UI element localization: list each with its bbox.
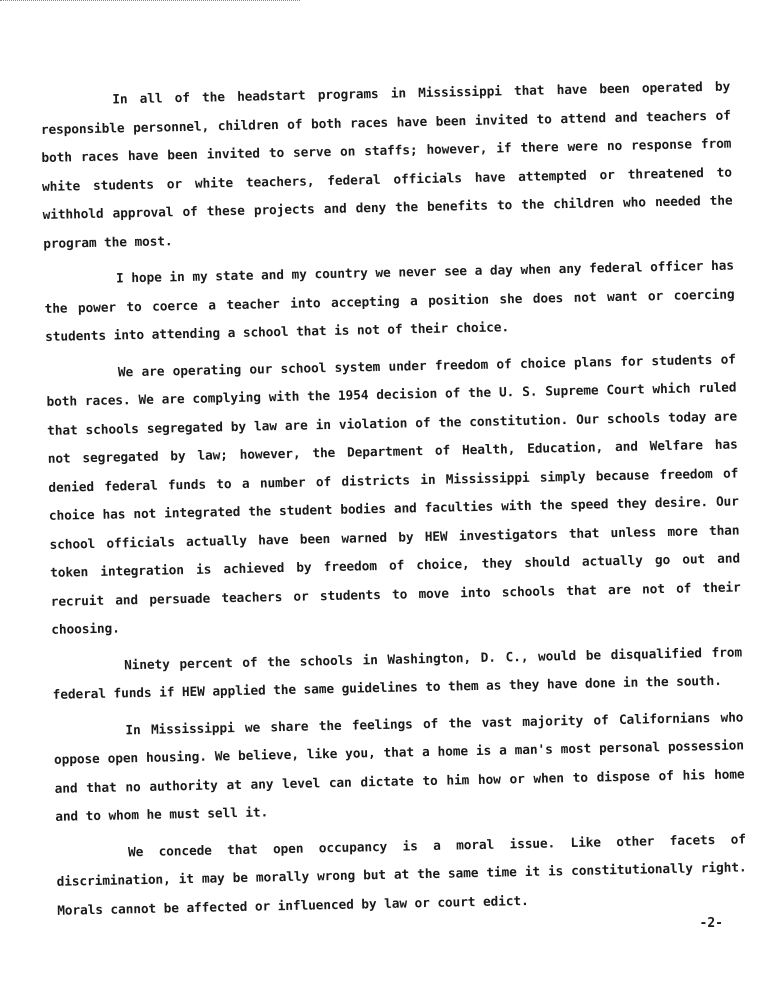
- page-number: -2-: [699, 916, 723, 931]
- paragraph-washington: Ninety percent of the schools in Washington, D. C., would be disqualified from federal funds if HEW applied the same guidelines to them as they have done in the south.: [52, 644, 743, 703]
- paragraph-freedom-of-choice: We are operating our school system under freedom of choice plans for students of both races. We are complying with the 1954 decision of the U. S. Supreme Court which ruled that schools segregated by law are in violation of the constitution. Our schools today are not segregated by law; however, the Department of Health, Education, and Welfare has denied federal funds to a number of districts in Mississippi simply because freedom of choice has not integrated the student bodies and faculties with the speed they desire. Our school officials actually have been warned by HEW investigators that unless more than token integration is achieved by freedom of choice, they should actually go out and recruit and persuade teachers or students to move into schools that are not of their choosing.: [46, 351, 741, 638]
- paragraph-headstart: In all of the headstart programs in Mississippi that have been operated by responsible personnel, children of both races have been invited to attend and teachers of both races have been invited to serve on staffs; however, if there were no response from white students or white teachers, federal officials have attempted or threatened to withhold approval of these projects and deny the benefits to the children who needed the program the most.: [40, 79, 733, 252]
- paragraph-federal-officer: I hope in my state and my country we never see a day when any federal officer has the power to coerce a teacher into accepting a position she does not want or coercing students into attending a school that is not of their choice.: [44, 258, 735, 345]
- paragraph-open-housing: In Mississippi we share the feelings of the vast majority of Californians who oppose open housing. We believe, like you, that a home is a man's most personal possession and that no authority at any level can dictate to him how or when to dispose of his home and to whom he must sell it.: [53, 709, 745, 825]
- top-edge-marks: [0, 0, 300, 3]
- paragraph-open-occupancy: We concede that open occupancy is a moral issue. Like other facets of discrimination, it may be morally wrong but at the same time it is constitutionally right. Morals cannot be affected or influenced by law or court edict.: [56, 831, 747, 919]
- document-body: [40, 74, 748, 934]
